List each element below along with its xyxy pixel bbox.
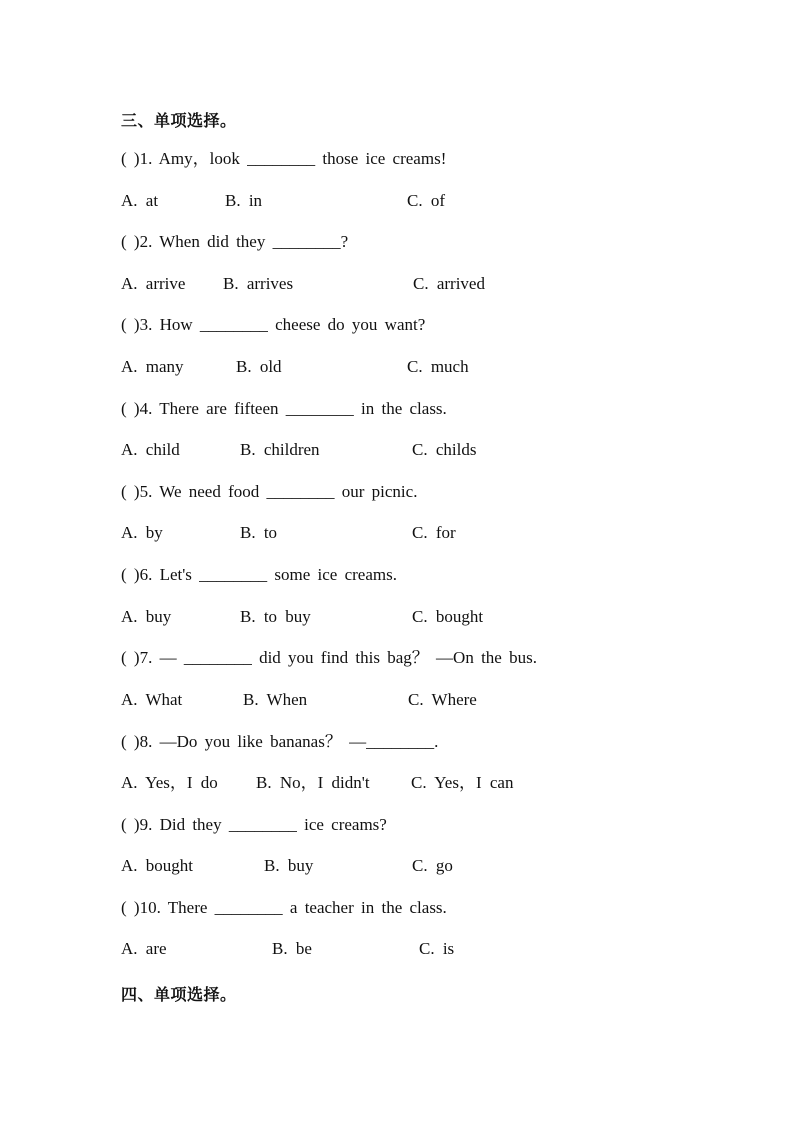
options-10 — [121, 939, 721, 959]
option-a: A. arrive — [121, 274, 186, 293]
option-a: A. bought — [121, 856, 193, 875]
option-c: C. of — [407, 191, 445, 210]
option-a: A. child — [121, 440, 180, 459]
question-8: ( )8. —Do you like bananas？ —________. — [121, 732, 439, 751]
option-b: B. arrives — [223, 274, 294, 293]
options-2 — [121, 274, 721, 294]
option-b: B. No，I didn't — [256, 773, 370, 792]
section-heading-3: 三、单项选择。 — [121, 111, 237, 130]
question-7: ( )7. — ________ did you find this bag？ —On the bus. — [121, 648, 537, 667]
option-c: C. childs — [412, 440, 477, 459]
option-a: A. Yes，I do — [121, 773, 218, 792]
option-a: A. are — [121, 939, 167, 958]
question-4: ( )4. There are fifteen ________ in the class. — [121, 399, 447, 418]
option-b: B. to buy — [240, 607, 311, 626]
question-9: ( )9. Did they ________ ice creams? — [121, 815, 387, 834]
options-9 — [121, 856, 721, 876]
question-3: ( )3. How ________ cheese do you want? — [121, 315, 426, 334]
option-a: A. buy — [121, 607, 172, 626]
option-c: C. for — [412, 523, 456, 542]
options-7 — [121, 690, 721, 710]
options-1 — [121, 191, 721, 211]
option-b: B. buy — [264, 856, 314, 875]
option-b: B. children — [240, 440, 320, 459]
options-8 — [121, 773, 721, 793]
option-a: A. by — [121, 523, 163, 542]
option-b: B. old — [236, 357, 282, 376]
option-c: C. is — [419, 939, 455, 958]
options-3 — [121, 357, 721, 377]
option-c: C. Yes，I can — [411, 773, 514, 792]
option-c: C. arrived — [413, 274, 485, 293]
question-1: ( )1. Amy，look ________ those ice creams! — [121, 149, 447, 168]
options-4 — [121, 440, 721, 460]
option-c: C. go — [412, 856, 453, 875]
question-10: ( )10. There ________ a teacher in the class. — [121, 898, 447, 917]
section-heading-4: 四、单项选择。 — [121, 985, 237, 1004]
question-5: ( )5. We need food ________ our picnic. — [121, 482, 418, 501]
option-a: A. at — [121, 191, 159, 210]
option-b: B. in — [225, 191, 263, 210]
option-b: B. be — [272, 939, 312, 958]
option-c: C. bought — [412, 607, 484, 626]
question-6: ( )6. Let's ________ some ice creams. — [121, 565, 397, 584]
option-c: C. Where — [408, 690, 477, 709]
option-b: B. When — [243, 690, 308, 709]
options-6 — [121, 607, 721, 627]
options-5 — [121, 523, 721, 543]
option-a: A. many — [121, 357, 184, 376]
option-b: B. to — [240, 523, 278, 542]
option-a: A. What — [121, 690, 183, 709]
option-c: C. much — [407, 357, 469, 376]
question-2: ( )2. When did they ________? — [121, 232, 349, 251]
